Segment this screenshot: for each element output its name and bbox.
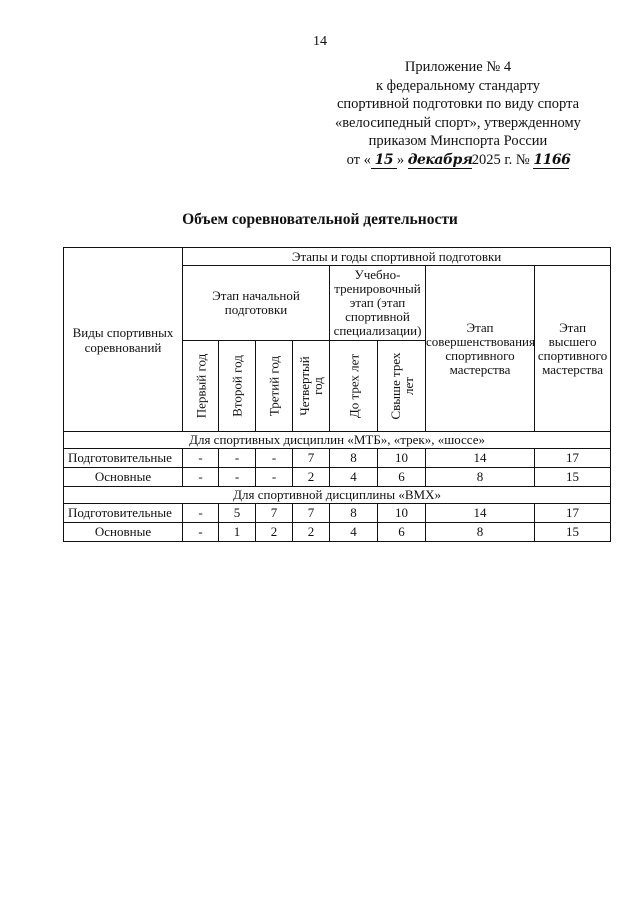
header-stage-initial: Этап начальной подготовки	[183, 266, 330, 341]
header-year-3	[256, 341, 293, 432]
annex-line-4: «велосипедный спорт», утвержденному	[335, 114, 581, 131]
annex-line-2: к федеральному стандарту	[376, 77, 540, 94]
year-4-label: Четвертый год	[297, 356, 325, 416]
year-2-label: Второй год	[229, 355, 245, 417]
row-label: Основные	[64, 468, 183, 487]
page-number: 14	[313, 34, 327, 49]
header-year-2	[219, 341, 256, 432]
table-cell: -	[219, 468, 256, 487]
table-cell: 15	[535, 523, 611, 542]
table-cell: -	[183, 449, 219, 468]
table-cell: 15	[535, 468, 611, 487]
table-cell: 1	[219, 523, 256, 542]
header-over-three	[378, 341, 426, 432]
header-kinds: Виды спортивных соревнований	[64, 248, 183, 432]
table-cell: -	[183, 468, 219, 487]
table-cell: 5	[219, 504, 256, 523]
date-prefix: от «	[346, 151, 371, 168]
table-cell: 7	[293, 504, 330, 523]
date-day: 15	[371, 153, 397, 169]
annex-date-line	[308, 151, 608, 170]
table-row	[64, 449, 611, 468]
table-cell: 2	[293, 523, 330, 542]
table-cell: -	[183, 504, 219, 523]
table-cell: 8	[426, 468, 535, 487]
competition-volume-table	[63, 247, 611, 542]
table-row	[64, 468, 611, 487]
table-cell: 17	[535, 449, 611, 468]
section-mtb-track-road: Для спортивных дисциплин «МТБ», «трек», «шоссе»	[64, 432, 611, 449]
table-cell: 14	[426, 449, 535, 468]
annex-line-3: спортивной подготовки по виду спорта	[336, 96, 580, 112]
table-cell: 10	[378, 504, 426, 523]
table-cell: -	[256, 449, 293, 468]
table-cell: 2	[293, 468, 330, 487]
table-row	[64, 523, 611, 542]
date-month: декабря	[407, 151, 473, 168]
order-number: 1166	[533, 151, 571, 168]
header-up-to-three	[330, 341, 378, 432]
header-stage-higher: Этап высшего спортивного мастерства	[535, 266, 611, 432]
over-three-label: Свыше трех лет	[387, 352, 416, 420]
row-label: Подготовительные	[64, 504, 183, 523]
header-stage-training: Учебно-тренировочный этап (этап спортивной специализации)	[330, 266, 426, 341]
table-cell: -	[219, 449, 256, 468]
year-1-label: Первый год	[193, 353, 208, 419]
table-cell: 8	[426, 523, 535, 542]
section-bmx: Для спортивной дисциплины «BMX»	[64, 487, 611, 504]
year-3-label: Третий год	[266, 355, 282, 417]
table-cell: 8	[330, 504, 378, 523]
table-cell: 6	[378, 523, 426, 542]
table-cell: 6	[378, 468, 426, 487]
row-label: Основные	[64, 523, 183, 542]
up-to-three-label: До трех лет	[346, 353, 361, 419]
header-year-4	[293, 341, 330, 432]
table-cell: 7	[256, 504, 293, 523]
table-cell: 8	[330, 449, 378, 468]
table-cell: 7	[293, 449, 330, 468]
table-cell: 17	[535, 504, 611, 523]
annex-title: Приложение № 4	[404, 59, 512, 75]
table-cell: 14	[426, 504, 535, 523]
table-cell: -	[256, 468, 293, 487]
header-year-1	[183, 341, 219, 432]
table-cell: 4	[330, 523, 378, 542]
annex-line-5: приказом Минспорта России	[368, 133, 548, 149]
table-cell: 10	[378, 449, 426, 468]
date-mid: »	[396, 151, 405, 168]
document-title: Объем соревновательной деятельности	[182, 211, 458, 228]
table-row	[64, 504, 611, 523]
row-label: Подготовительные	[64, 449, 183, 468]
table-cell: 4	[330, 468, 378, 487]
header-stage-improvement: Этап совершенствования спортивного мастерства	[426, 266, 535, 432]
table-cell: 2	[256, 523, 293, 542]
annex-block	[308, 58, 608, 169]
date-year: 2025 г. №	[471, 151, 530, 168]
header-stages: Этапы и годы спортивной подготовки	[183, 248, 611, 266]
table-cell: -	[183, 523, 219, 542]
